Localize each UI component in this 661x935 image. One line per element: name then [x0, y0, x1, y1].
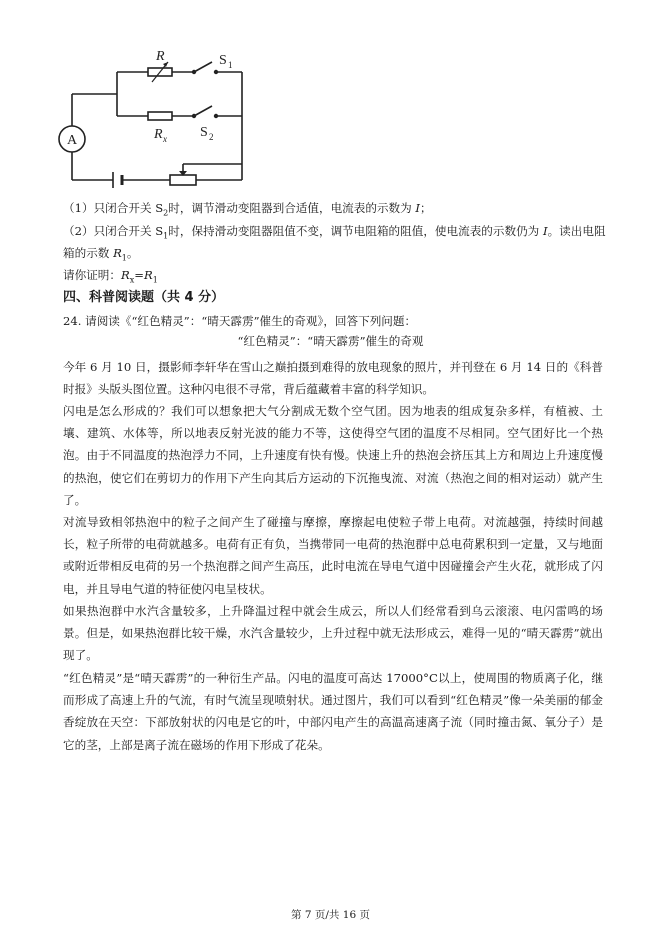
circuit-diagram: [48, 40, 278, 200]
rheostat-box: [170, 175, 196, 185]
label-ammeter: A: [67, 133, 78, 148]
prove-rhs: R: [143, 268, 153, 282]
q1-suffix: ；: [420, 201, 432, 215]
prove-lhs: R: [120, 268, 130, 282]
label-r: R: [156, 49, 165, 64]
q2-line1-prefix: （2）只闭合开关 S: [63, 224, 164, 238]
label-s1: S: [219, 53, 227, 68]
paragraph-3: 对流导致相邻热泡中的粒子之间产生了碰撞与摩擦，摩擦起电使粒子带上电荷。对流越强，持续时间越长，粒子所带的电荷就越多。电荷有正有负，当携带同一电荷的热泡群中总电荷累积到一定量，又与地面或附近带相反电荷的另一个热泡群之间产生高压，此时电流在导电气道中因碰撞会产生火花，就形成了闪电，并且导电气道的特征使闪电呈枝状。: [63, 515, 603, 596]
q1-mid: 时，调节滑动变阻器到合适值，电流表的示数为: [168, 201, 416, 215]
page-footer: 第 7 页/共 16 页: [291, 909, 370, 921]
q2-line2-prefix: 箱的示数: [63, 246, 114, 260]
question-24-intro: 24. 请阅读《“红色精灵”：“晴天霹雳”催生的奇观》，回答下列问题：: [63, 314, 417, 328]
switch-s1-dot-right: [214, 70, 218, 74]
paragraph-5: “红色精灵”是“晴天霹雳”的一种衍生产品。闪电的温度可高达 17000°C以上，使周围的物质离子化，继而形成了高速上升的气流，有时气流呈现喷射状。通过图片，我们可以看到“红色精灵”像一朵美丽的郁金香绽放在天空：下部放射状的闪电是它的叶，中部闪电产生的高温高速离子流（同时撞击氮、氧分子）是它的茎，上部是离子流在磁场的作用下形成了花朵。: [63, 671, 603, 752]
q2-line2-sub: 1: [121, 253, 127, 263]
q2-line1-suffix: 。读出电阻: [547, 224, 606, 238]
label-s2-sub: 2: [209, 132, 214, 142]
q2-line2-suffix: 。: [126, 246, 139, 260]
q1-prefix: （1）只闭合开关 S: [63, 201, 164, 215]
paragraph-1: 今年 6 月 10 日，摄影师李轩华在雪山之巅拍摄到难得的放电现象的照片，并刊登在 6 月 14 日的《科普时报》头版头图位置。这种闪电很不寻常，背后蕴藏着丰富的科学知识。: [63, 360, 603, 397]
prove-rhs-sub: 1: [152, 275, 158, 285]
switch-s1-blade: [194, 62, 212, 72]
switch-s2-dot-right: [214, 114, 218, 118]
label-s1-sub: 1: [228, 60, 233, 70]
resistor-box-rx: [148, 112, 172, 120]
section-heading: 四、科普阅读题（共 4 分）: [63, 290, 225, 305]
q2-line1-mid: 时，保持滑动变阻器阻值不变，调节电阻箱的阻值，使电流表的示数仍为: [168, 224, 543, 238]
prove-lhs-sub: x: [129, 275, 135, 285]
paragraph-4: 如果热泡群中水汽含量较多，上升降温过程中就会生成云，所以人们经常看到乌云滚滚、电闪雷鸣的场景。但是，如果热泡群比较干燥，水汽含量较少，上升过程中就无法形成云，难得一见的“晴天霹雳”就出现了。: [63, 604, 603, 663]
article-title: “红色精灵”：“晴天霹雳”催生的奇观: [237, 334, 424, 348]
prove-prefix: 请你证明：: [63, 268, 121, 282]
q2-line1-var: I: [542, 224, 548, 238]
q2-line1-sub: 1: [163, 231, 169, 241]
question-2-line-1: [63, 220, 606, 247]
q2-line2-var: R: [113, 246, 122, 260]
paragraph-2: 闪电是怎么形成的？我们可以想象把大气分割成无数个空气团。因为地表的组成复杂多样，有植被、土壤、建筑、水体等，所以地表反射光波的能力不等，这使得空气团的温度不尽相同。空气团好比一个热泡。由于不同温度的热泡浮力不同，上升速度有快有慢。快速上升的热泡会挤压其上方和周边上升速度慢的热泡，使它们在剪切力的作用下产生向其后方运动的下沉拖曳流、对流（热泡之间的相对运动）就产生了。: [63, 404, 603, 507]
prove-eq: =: [134, 268, 144, 282]
switch-s2-blade: [194, 106, 212, 116]
label-rx: R: [154, 127, 163, 142]
label-s2: S: [200, 125, 208, 140]
q1-sub: 2: [163, 208, 169, 218]
label-rx-sub: x: [163, 134, 167, 144]
q1-var: I: [415, 201, 421, 215]
